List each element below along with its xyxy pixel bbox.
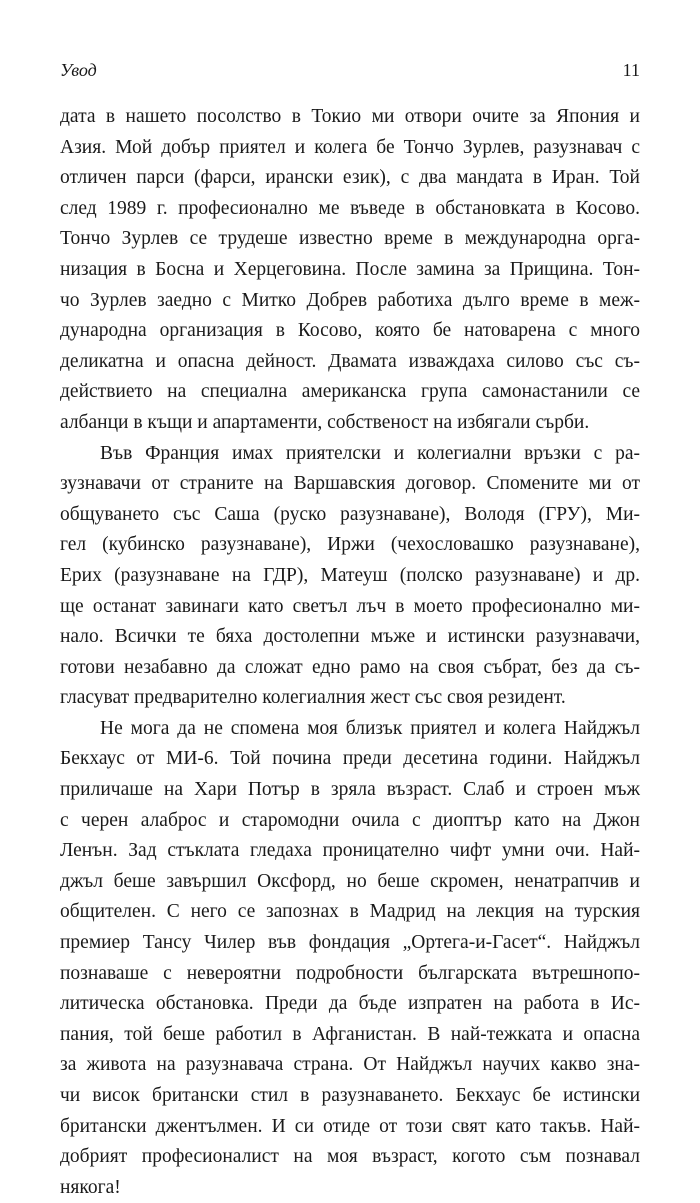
body-text: [60, 102, 640, 1203]
text-line: някога!: [60, 1176, 121, 1198]
text-line: общителен. С него се запознах в Мадрид на лекция на турския: [60, 901, 640, 923]
text-line: пания, той беше работил в Афганистан. В най-тежката и опасна: [60, 1023, 640, 1045]
text-line: действието на специална американска група самонастанили се: [60, 381, 640, 403]
text-line: Във Франция имах приятелски и колегиални връзки с ра-: [100, 442, 640, 464]
text-line: джъл беше завършил Оксфорд, но беше скромен, ненатрапчив и: [60, 870, 640, 892]
text-line: литическа обстановка. Преди да бъде изпратен на работа в Ис-: [60, 993, 640, 1015]
text-line: дународна организация в Косово, която бе натоварена с много: [60, 320, 640, 342]
paragraph: [60, 102, 640, 439]
text-line: ще останат завинаги като светъл лъч в моето професионално ми-: [60, 595, 640, 617]
text-line: Ерих (разузнаване на ГДР), Матеуш (полско разузнаване) и др.: [60, 564, 640, 586]
page-number: 11: [622, 60, 640, 80]
text-line: деликатна и опасна дейност. Двамата изваждаха силово със съ-: [60, 350, 640, 372]
text-line: британски джентълмен. И си отиде от този свят като такъв. Най-: [60, 1115, 640, 1137]
text-line: след 1989 г. професионално ме въведе в обстановката в Косово.: [60, 197, 640, 219]
text-line: дата в нашето посолство в Токио ми отвори очите за Япония и: [60, 106, 640, 127]
text-line: нало. Всички те бяха достолепни мъже и истински разузнавачи,: [60, 626, 640, 648]
text-line: Бекхаус от МИ-6. Той почина преди десетина години. Найджъл: [60, 748, 640, 770]
text-line: Тончо Зурлев се трудеше известно време в международна орга-: [60, 228, 640, 250]
text-line: зузнавачи от страните на Варшавския договор. Спомените ми от: [60, 473, 640, 495]
text-line: Ленън. Зад стъклата гледаха проницателно чифт умни очи. Най-: [60, 840, 640, 862]
text-line: приличаше на Хари Потър в зряла възраст. Слаб и строен мъж: [60, 779, 640, 801]
text-line: низация в Босна и Херцеговина. После замина за Прищина. Тон-: [60, 258, 640, 280]
text-line: познаваше с невероятни подробности българската вътрешнопо-: [60, 962, 640, 984]
text-line: за живота на разузнавача страна. От Найджъл научих какво зна-: [60, 1054, 640, 1076]
text-line: чи висок британски стил в разузнаването. Бекхаус бе истински: [60, 1085, 640, 1106]
text-line: гел (кубинско разузнаване), Иржи (чехословашко разузнаване),: [60, 534, 640, 556]
text-line: чо Зурлев заедно с Митко Добрев работиха дълго време в меж-: [60, 289, 640, 311]
text-line: с черен алаброс и старомодни очила с диоптър като на Джон: [60, 809, 640, 831]
text-line: премиер Тансу Чилер във фондация „Ортега-и-Гасет“. Найджъл: [60, 932, 640, 954]
section-title: Увод: [60, 60, 97, 80]
text-line: албанци в къщи и апартаменти, собственост на избягали сърби.: [60, 411, 590, 433]
paragraph: [60, 714, 640, 1203]
paragraph: [60, 439, 640, 714]
text-line: гласуват предварително колегиалния жест със своя резидент.: [60, 687, 566, 709]
text-line: Не мога да не спомена моя близък приятел и колега Найджъл: [100, 717, 640, 739]
running-header: [60, 60, 640, 84]
text-line: готови незабавно да сложат едно рамо на своя събрат, без да съ-: [60, 656, 640, 678]
text-line: общуването със Саша (руско разузнаване), Володя (ГРУ), Ми-: [60, 503, 640, 525]
text-line: добрият професионалист на моя възраст, когото съм познавал: [60, 1146, 640, 1168]
text-line: Азия. Мой добър приятел и колега бе Тончо Зурлев, разузнавач с: [60, 136, 640, 158]
text-line: отличен парси (фарси, ирански език), с два мандата в Иран. Той: [60, 167, 640, 189]
